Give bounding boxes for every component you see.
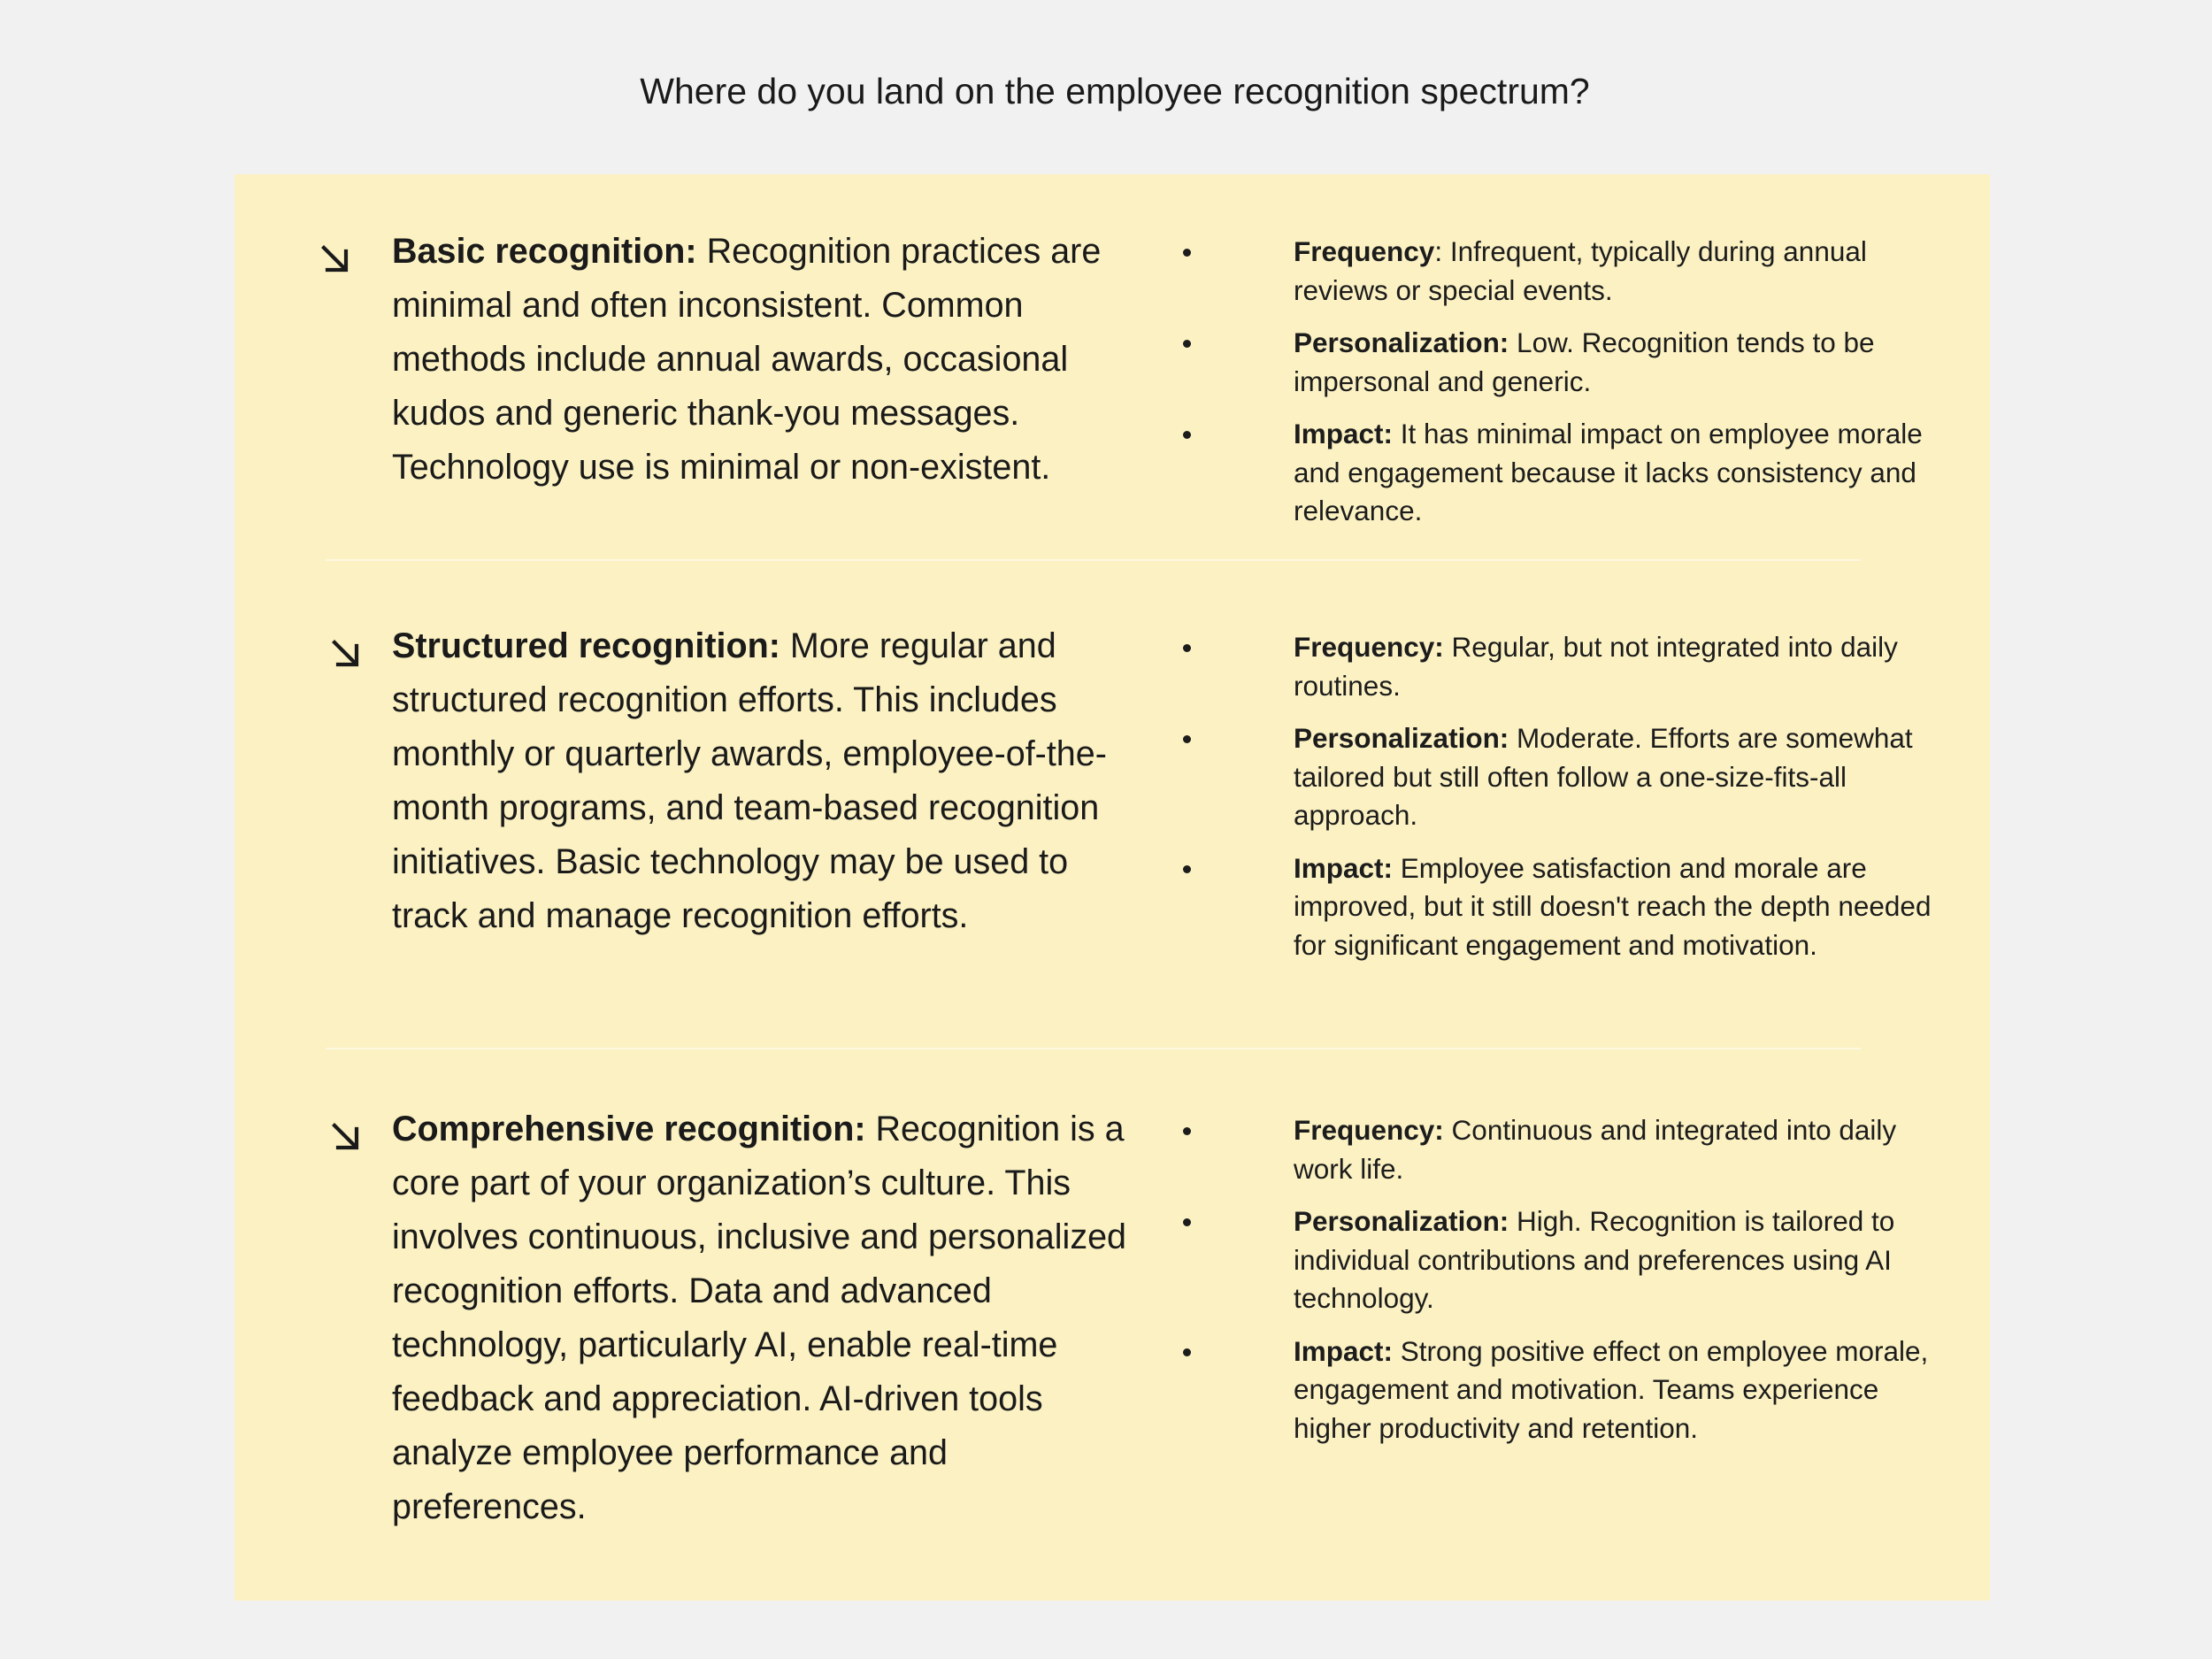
level-description [392, 225, 1148, 495]
attribute-label: Frequency: [1294, 1114, 1444, 1146]
level-description-text: More regular and structured recognition efforts. This includes monthly or quarterly awards, employee-of-the-month programs, and team-based recognition initiatives. Basic technology may be used to track and manage recognition efforts. [392, 626, 1107, 935]
attribute-label: Frequency [1294, 235, 1435, 267]
attribute-text: Employee satisfaction and morale are improved, but it still doesn't reach the depth needed for significant engagement and motivation. [1294, 851, 1932, 961]
attribute-personalization [1177, 1202, 1938, 1318]
attribute-frequency [1177, 628, 1938, 705]
attribute-list [1177, 1111, 1938, 1462]
attribute-personalization [1177, 324, 1938, 401]
attribute-text: It has minimal impact on employee morale and engagement because it lacks consistency and relevance. [1294, 418, 1923, 526]
level-name: Structured recognition: [392, 626, 780, 665]
arrow-down-right-icon [316, 240, 355, 279]
attribute-text: Low. Recognition tends to be impersonal and generic. [1294, 326, 1875, 397]
level-name: Comprehensive recognition: [392, 1110, 866, 1148]
attribute-text: Strong positive effect on employee morale, engagement and motivation. Teams experience higher productivity and retention. [1294, 1334, 1929, 1444]
attribute-label: Personalization: [1294, 326, 1509, 358]
attribute-label: Impact: [1294, 851, 1394, 884]
attribute-label: Impact: [1294, 418, 1394, 449]
attribute-label: Personalization: [1294, 722, 1509, 754]
attribute-text: Regular, but not integrated into daily routines. [1294, 631, 1898, 702]
arrow-down-right-icon [326, 634, 365, 673]
level-description [392, 619, 1148, 943]
attribute-impact [1177, 1333, 1938, 1448]
arrow-down-right-icon [326, 1118, 365, 1156]
level-description-text: Recognition practices are minimal and often inconsistent. Common methods include annual awards, occasional kudos and generic thank-you messages. Technology use is minimal or non-existent. [392, 232, 1102, 487]
attribute-frequency [1177, 233, 1938, 310]
divider [326, 1048, 1861, 1049]
attribute-list [1177, 233, 1938, 545]
attribute-impact [1177, 415, 1938, 531]
attribute-label: Frequency: [1294, 631, 1444, 663]
level-name: Basic recognition: [392, 232, 697, 271]
attribute-frequency [1177, 1111, 1938, 1188]
level-description-text: Recognition is a core part of your organization’s culture. This involves continuous, inclusive and personalized recognition efforts. Data and advanced technology, particularly AI, enable real-time feedback and appreciation. AI-driven tools analyze employee performance and preferences. [392, 1110, 1127, 1526]
attribute-personalization [1177, 719, 1938, 835]
attribute-text: Continuous and integrated into daily work life. [1294, 1114, 1897, 1185]
divider [326, 559, 1861, 561]
attribute-text: Moderate. Efforts are somewhat tailored but still often follow a one-size-fits-all approach. [1294, 722, 1913, 831]
attribute-impact [1177, 849, 1938, 965]
page-title: Where do you land on the employee recognition spectrum? [640, 71, 1590, 111]
attribute-list [1177, 628, 1938, 979]
attribute-label: Impact: [1294, 1334, 1394, 1367]
recognition-spectrum-card [234, 174, 1990, 1601]
attribute-text: High. Recognition is tailored to individual contributions and preferences using AI technology. [1294, 1205, 1895, 1314]
attribute-label: Personalization: [1294, 1205, 1509, 1237]
level-description [392, 1102, 1148, 1534]
attribute-text: : Infrequent, typically during annual reviews or special events. [1294, 235, 1867, 306]
